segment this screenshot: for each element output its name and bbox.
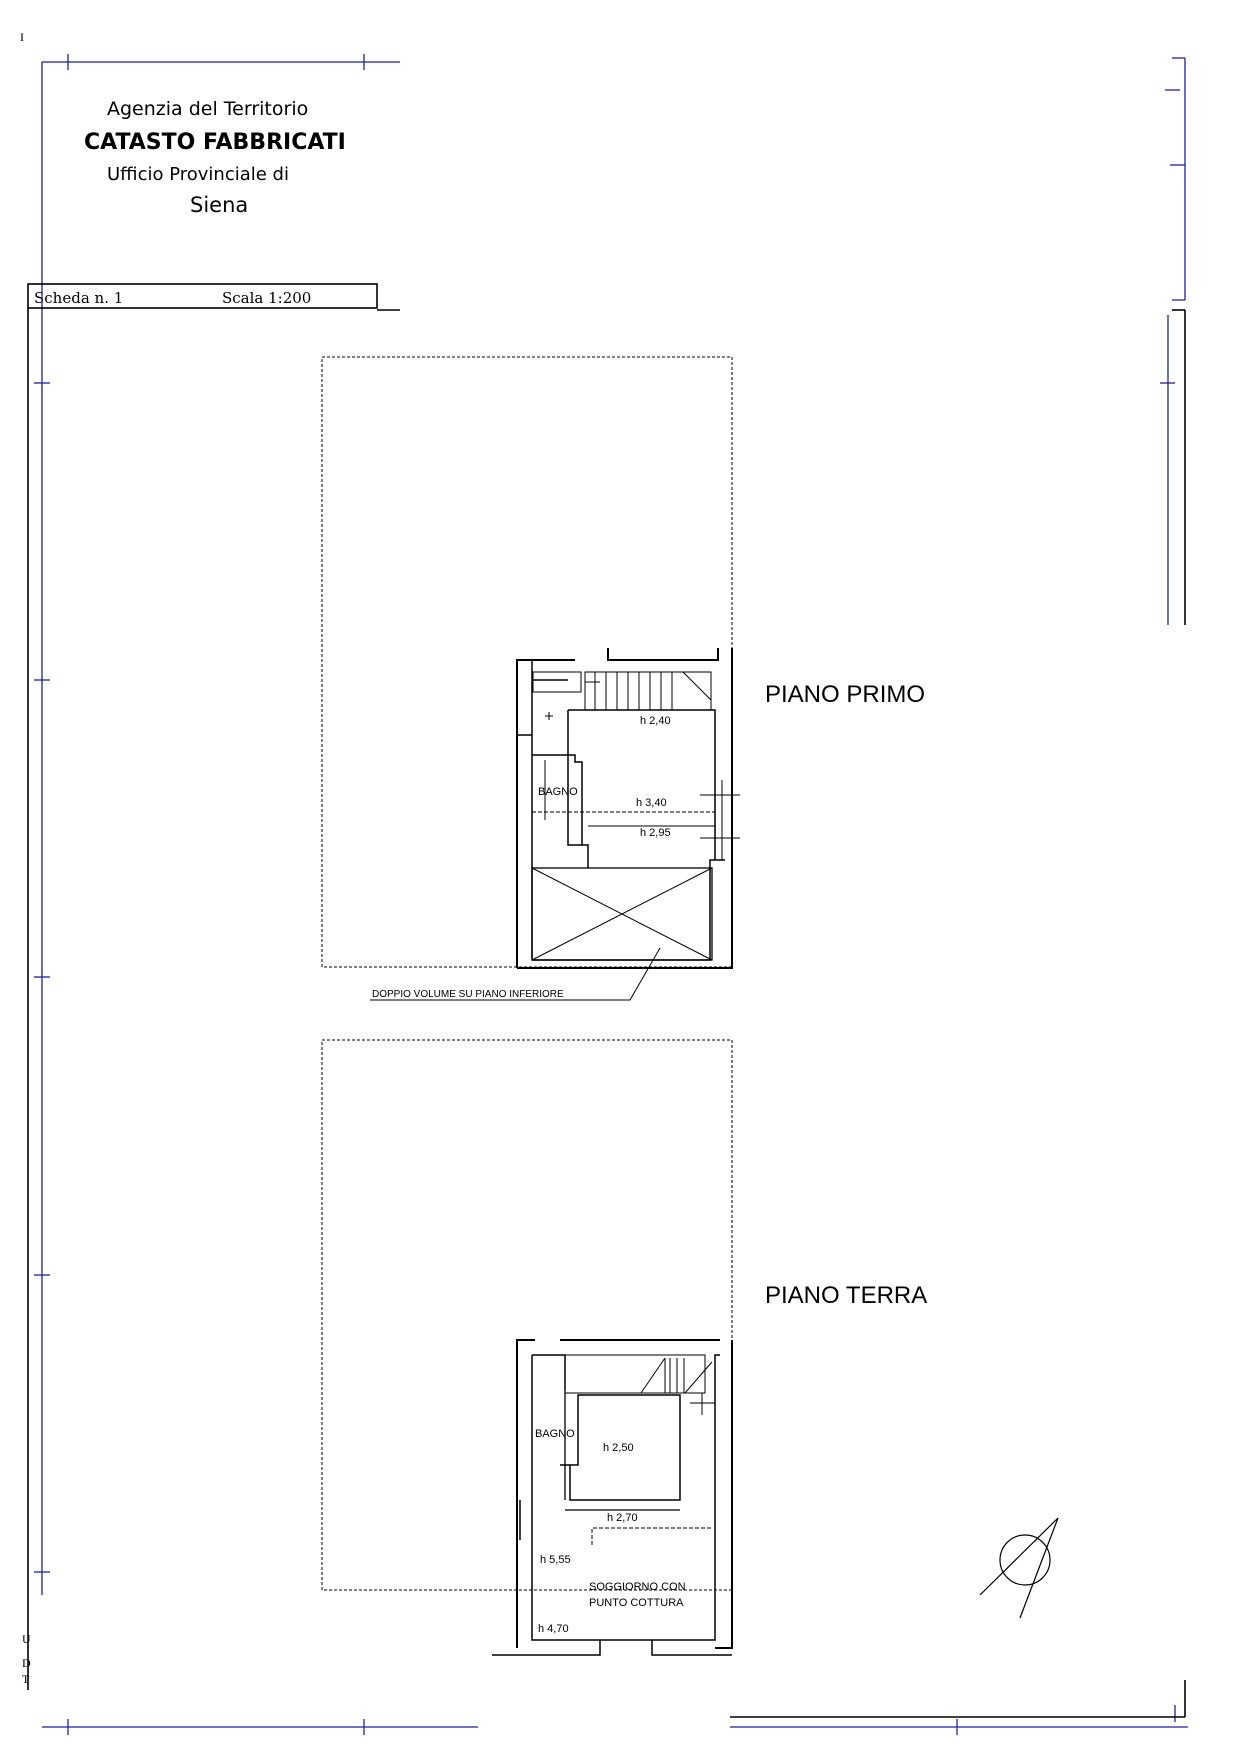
ground-floor-h3: h 5,55 xyxy=(540,1554,571,1566)
corner-mark-d: D xyxy=(22,1656,31,1670)
ground-floor-h1: h 2,50 xyxy=(603,1442,634,1454)
ground-floor-living-2: PUNTO COTTURA xyxy=(589,1597,684,1609)
first-floor-note: DOPPIO VOLUME SU PIANO INFERIORE xyxy=(372,989,564,1000)
agency-name: Agenzia del Territorio xyxy=(107,98,309,120)
sheet-number: Scheda n. 1 xyxy=(34,289,124,307)
ground-floor-living-1: SOGGIORNO CON xyxy=(589,1581,686,1593)
ground-floor-h4: h 4,70 xyxy=(538,1623,569,1635)
ground-floor-bagno: BAGNO xyxy=(535,1428,575,1440)
first-floor-bagno: BAGNO xyxy=(538,786,578,798)
corner-mark-top: I xyxy=(20,30,24,44)
ground-floor-h2: h 2,70 xyxy=(607,1512,638,1524)
corner-mark-t: T xyxy=(22,1672,30,1686)
first-floor-title: PIANO PRIMO xyxy=(765,681,926,708)
plan-first-floor xyxy=(322,357,740,1000)
ground-floor-title: PIANO TERRA xyxy=(765,1282,928,1309)
north-arrow-icon xyxy=(980,1518,1058,1618)
first-floor-h1: h 2,40 xyxy=(640,715,671,727)
sheet-frame xyxy=(34,54,1188,1735)
corner-mark-u: U xyxy=(22,1632,31,1646)
first-floor-h3: h 2,95 xyxy=(640,827,671,839)
office-city: Siena xyxy=(190,193,249,217)
office-label: Ufficio Provinciale di xyxy=(107,164,289,185)
registry-title: CATASTO FABBRICATI xyxy=(84,130,346,155)
plan-ground-floor xyxy=(322,1040,732,1655)
first-floor-h2: h 3,40 xyxy=(636,797,667,809)
scale-label: Scala 1:200 xyxy=(222,289,312,307)
